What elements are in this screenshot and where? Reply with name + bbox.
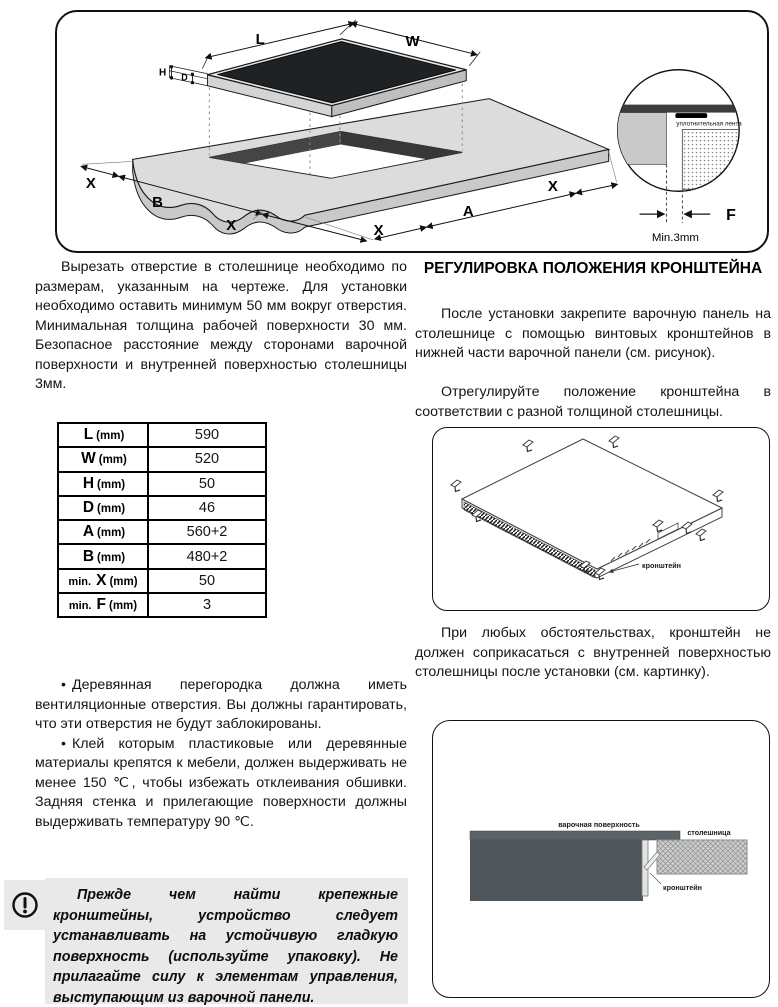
seal-tape-label: уплотнительная лента (676, 120, 742, 128)
dim-unit: (mm) (109, 575, 138, 588)
dim-label-x2: X (226, 217, 237, 235)
list-item: • Деревянная перегородка должна иметь вентиляционные отверстия. Вы должны гарантировать, что эти отверстия не будут заблокированы. (35, 677, 407, 732)
dim-value: 590 (148, 423, 266, 447)
hob-underside (462, 439, 722, 578)
installation-diagram (57, 12, 766, 250)
dim-unit: (mm) (109, 600, 138, 613)
dim-name: L (83, 426, 94, 444)
table-row (58, 520, 266, 544)
dim-label-b: B (152, 194, 163, 212)
section-heading: РЕГУЛИРОВКА ПОЛОЖЕНИЯ КРОНШТЕЙНА (423, 260, 763, 277)
bracket-paragraph-2: Отрегулируйте положение кронштейна в соответствии с разной толщиной столешницы. (415, 384, 771, 420)
countertop-slab (133, 99, 609, 234)
hob-surface-label: варочная поверхность (558, 820, 640, 829)
dim-name: X (96, 571, 107, 589)
table-row: min. F (mm) 3 (58, 593, 266, 617)
section-diagram-box (432, 720, 770, 998)
countertop-section (657, 840, 747, 874)
warning-icon-box (4, 880, 45, 930)
dim-unit: (mm) (97, 551, 126, 564)
bracket-section-label: кронштейн (663, 883, 702, 892)
min-gap-label: Min.3mm (651, 232, 699, 245)
dim-label-x3: X (373, 222, 384, 240)
dim-label-w: W (405, 32, 420, 50)
cooktop-isometric (170, 39, 467, 117)
intro-paragraph-block (35, 258, 407, 395)
table-row (58, 447, 266, 471)
intro-paragraph: Вырезать отверстие в столешнице необходимо по размерам, указанным на чертеже. Для установки необходимо оставить минимум 50 мм вокруг отверстия. Минимальная толщина рабочей поверхности 30 мм. Безопасное расстояние между сторонами варочной поверхности и внутренней поверхностью столешницы 3мм. (35, 259, 407, 392)
dim-label-x4: X (547, 178, 558, 196)
dim-name: A (82, 523, 95, 541)
bracket-paragraph-3: При любых обстоятельствах, кронштейн не должен соприкасаться с внутренней поверхностью столешницы после установки (см. картинку). (415, 625, 771, 680)
dim-value: 3 (148, 593, 266, 617)
warning-text-panel (45, 878, 408, 1004)
dim-value: 50 (148, 569, 266, 593)
detail-glass-edge (612, 105, 745, 113)
dim-label-x1: X (85, 175, 96, 193)
dim-unit: (mm) (97, 527, 126, 540)
list-item: • Клей которым пластиковые или деревянные материалы крепятся к мебели, должен выдерживать не менее 150 ℃, чтобы избежать отклеивания обшивки. Задняя стенка и прилегающие поверхности должны выдерживать температуру 90 ℃. (35, 735, 407, 830)
dim-name: B (82, 547, 95, 565)
detail-countertop (612, 113, 667, 165)
bracket-paragraph-1: После установки закрепите варочную панель на столешнице с помощью винтовых кронштейнов в нижней части варочной панели (см. рисунок). (415, 306, 771, 361)
dim-name: W (81, 450, 96, 468)
dim-name: F (96, 596, 106, 614)
exclamation-icon (10, 890, 40, 920)
dim-value: 560+2 (148, 520, 266, 544)
dimensions-table (57, 422, 267, 618)
glass-strip (470, 831, 680, 840)
dim-label-l: L (255, 30, 265, 48)
bracket-diagram (433, 428, 767, 608)
bullet-marker: • (61, 677, 66, 693)
dim-value: 50 (148, 472, 266, 496)
bracket-label: кронштейн (642, 561, 681, 570)
dim-name: D (82, 499, 95, 517)
seal-detail-circle (612, 70, 745, 244)
table-row (58, 544, 266, 568)
notes-list (35, 676, 407, 832)
hob-body (470, 840, 643, 901)
dim-value: 480+2 (148, 544, 266, 568)
dim-label-f: F (726, 207, 736, 225)
warning-block (4, 878, 408, 1005)
table-row (58, 472, 266, 496)
dim-unit: (mm) (97, 503, 126, 516)
countertop-label: столешница (687, 828, 731, 837)
bracket-diagram-box (432, 427, 770, 611)
dim-unit: (mm) (98, 454, 127, 467)
dim-name: H (82, 474, 95, 492)
section-diagram (433, 721, 767, 995)
dim-unit: (mm) (97, 478, 126, 491)
table-row: min. X (mm) 50 (58, 569, 266, 593)
dim-unit: (mm) (96, 430, 125, 443)
dim-value: 520 (148, 447, 266, 471)
dim-label-d: D (181, 72, 188, 83)
dim-value: 46 (148, 496, 266, 520)
installation-diagram-box (55, 10, 769, 253)
dim-label-a: A (462, 203, 474, 221)
seal-tape (675, 113, 707, 118)
bullet-marker: • (61, 735, 66, 752)
table-row (58, 423, 266, 447)
warning-text: Прежде чем найти крепежные кронштейны, устройство следует устанавливать на устойчивую гладкую поверхность (используйте упаковку). Не прилагайте силу к элементам управления, выступающим из варочной панели. (53, 887, 398, 1006)
dim-label-h: H (158, 67, 167, 79)
table-row (58, 496, 266, 520)
